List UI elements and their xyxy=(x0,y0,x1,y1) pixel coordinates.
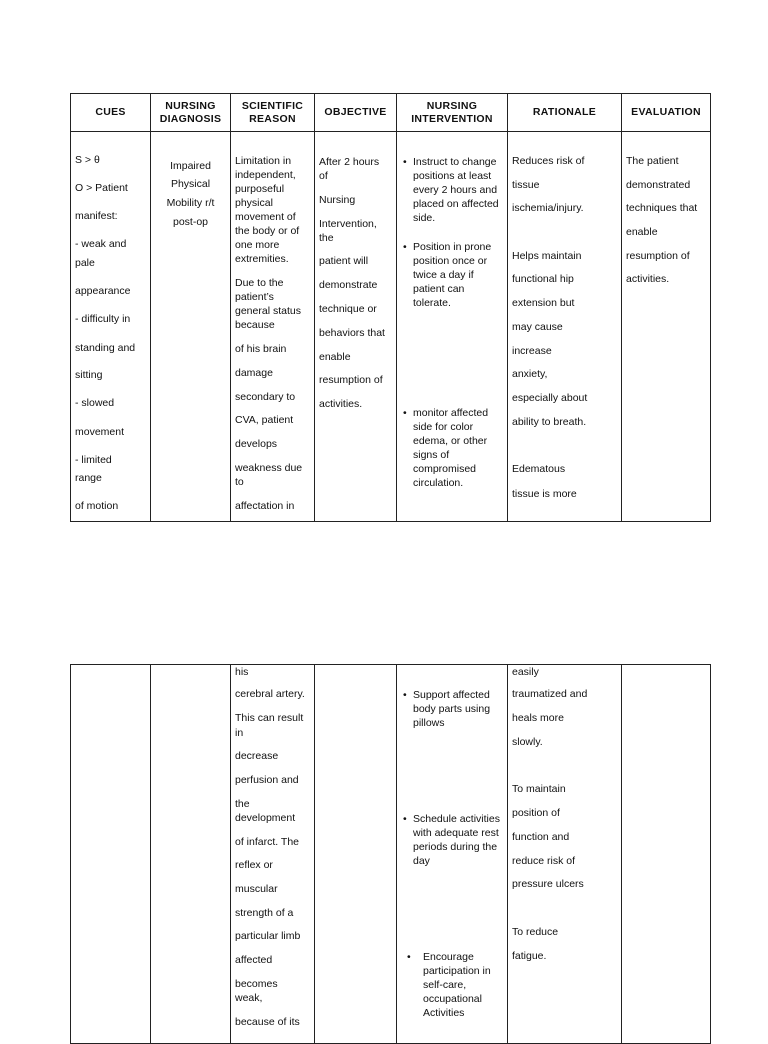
intervention-cell xyxy=(397,665,508,1044)
cue-line: of motion xyxy=(75,500,119,512)
scientific-reason-line: damage xyxy=(235,367,273,379)
evaluation-line: techniques that xyxy=(626,202,698,214)
rationale-line: especially about xyxy=(512,392,588,404)
rationale-line: anxiety, xyxy=(512,368,548,380)
rationale-line: To reduce xyxy=(512,926,559,938)
cue-line: S > θ xyxy=(75,154,100,166)
scientific-reason-line: the xyxy=(235,798,250,810)
rationale-line: extension but xyxy=(512,297,575,309)
scientific-reason-line: in xyxy=(235,727,244,739)
cue-line: - slowed xyxy=(75,397,115,409)
scientific-reason-line: weakness due xyxy=(235,462,303,474)
header-objective: OBJECTIVE xyxy=(315,94,397,132)
cues-cell xyxy=(71,132,151,522)
cue-line: pale xyxy=(75,257,95,269)
rationale-line: heals more xyxy=(512,712,564,724)
scientific-reason-paragraph: Due to the patient’s general status because xyxy=(235,277,301,331)
header-evaluation: EVALUATION xyxy=(622,94,711,132)
rationale-cell xyxy=(508,132,622,522)
rationale-cell xyxy=(508,665,622,1044)
rationale-line: ischemia/injury. xyxy=(512,202,584,214)
scientific-reason-line: of infarct. The xyxy=(235,836,300,848)
scientific-reason-line: This can result xyxy=(235,712,304,724)
objective-line: enable xyxy=(319,351,351,363)
rationale-line: fatigue. xyxy=(512,950,547,962)
scientific-reason-line: cerebral artery. xyxy=(235,688,305,700)
intervention-cell xyxy=(397,132,508,522)
scientific-reason-line: reflex or xyxy=(235,859,273,871)
cue-line: - difficulty in xyxy=(75,313,131,325)
cue-line: manifest: xyxy=(75,210,118,222)
cue-line: range xyxy=(75,472,102,484)
scientific-reason-line: CVA, patient xyxy=(235,414,294,426)
objective-line: technique or xyxy=(319,303,377,315)
care-plan-table-part-2 xyxy=(70,664,711,1044)
rationale-line: reduce risk of xyxy=(512,855,576,867)
cue-line: - weak and xyxy=(75,238,127,250)
objective-line: activities. xyxy=(319,398,363,410)
objective-line: patient will xyxy=(319,255,369,267)
evaluation-line: activities. xyxy=(626,273,670,285)
rationale-line: To maintain xyxy=(512,783,566,795)
rationale-line: Helps maintain xyxy=(512,250,582,262)
cue-line: movement xyxy=(75,426,125,438)
scientific-reason-line: particular limb xyxy=(235,930,301,942)
diagnosis-line: Mobility r/t xyxy=(166,197,215,209)
scientific-reason-line: muscular xyxy=(235,883,278,895)
scientific-reason-line: affected xyxy=(235,954,273,966)
header-rationale: RATIONALE xyxy=(508,94,622,132)
objective-line: behaviors that xyxy=(319,327,385,339)
scientific-reason-line: develops xyxy=(235,438,278,450)
care-plan-table-part-1 xyxy=(70,93,711,522)
rationale-line: traumatized and xyxy=(512,688,588,700)
rationale-line: increase xyxy=(512,345,552,357)
scientific-reason-line: his xyxy=(235,666,249,678)
diagnosis-line: post-op xyxy=(172,216,209,228)
rationale-line: Edematous xyxy=(512,463,566,475)
cue-line: standing and xyxy=(75,342,136,354)
scientific-reason-line: becomes xyxy=(235,978,278,990)
rationale-line: pressure ulcers xyxy=(512,878,584,890)
scientific-reason-cell xyxy=(231,132,315,522)
intervention-item: • Support affected body parts using pillows xyxy=(401,688,503,730)
diagnosis-line: Impaired xyxy=(170,160,211,172)
objective-cell xyxy=(315,665,397,1044)
evaluation-line: enable xyxy=(626,226,658,238)
intervention-item: • Position in prone position once or twice a day if patient can tolerate. xyxy=(401,240,503,310)
table-header-row xyxy=(71,94,711,132)
rationale-line: position of xyxy=(512,807,560,819)
rationale-line: easily xyxy=(512,666,539,678)
diagnosis-line: Physical xyxy=(170,178,211,190)
evaluation-line: resumption of xyxy=(626,250,690,262)
intervention-item: • Encourage participation in self-care, occupational Activities xyxy=(401,950,503,1020)
objective-line: Nursing xyxy=(319,194,356,206)
intervention-item: • monitor affected side for color edema, or other signs of compromised circulation. xyxy=(401,406,503,490)
evaluation-cell xyxy=(622,132,711,522)
scientific-reason-line: of his brain xyxy=(235,343,287,355)
intervention-item: • Instruct to change positions at least every 2 hours and placed on affected side. xyxy=(401,155,503,225)
rationale-line: Reduces risk of xyxy=(512,155,585,167)
rationale-line: ability to breath. xyxy=(512,416,587,428)
diagnosis-cell xyxy=(151,665,231,1044)
evaluation-line: demonstrated xyxy=(626,179,691,191)
scientific-reason-line: weak, xyxy=(235,992,263,1004)
scientific-reason-line: to xyxy=(235,476,244,488)
evaluation-line: The patient xyxy=(626,155,679,167)
scientific-reason-line: affectation in xyxy=(235,500,295,512)
cues-cell xyxy=(71,665,151,1044)
objective-line: Intervention, xyxy=(319,218,377,230)
scientific-reason-line: strength of a xyxy=(235,907,294,919)
table-body-row xyxy=(71,665,711,1044)
scientific-reason-paragraph: Limitation in independent, purposeful physical movement of the body or of one more extremities. xyxy=(235,155,300,265)
evaluation-cell xyxy=(622,665,711,1044)
scientific-reason-cell xyxy=(231,665,315,1044)
scientific-reason-line: development xyxy=(235,812,296,824)
objective-line: After 2 hours xyxy=(319,156,380,168)
scientific-reason-line: decrease xyxy=(235,750,279,762)
rationale-line: tissue is more xyxy=(512,488,577,500)
rationale-line: functional hip xyxy=(512,273,574,285)
rationale-line: tissue xyxy=(512,179,540,191)
cue-line: O > Patient xyxy=(75,182,128,194)
header-scientific-reason: SCIENTIFIC REASON xyxy=(231,94,315,132)
header-nursing-intervention: NURSING INTERVENTION xyxy=(397,94,508,132)
objective-line: of xyxy=(319,170,328,182)
rationale-line: may cause xyxy=(512,321,563,333)
objective-line: demonstrate xyxy=(319,279,378,291)
objective-cell xyxy=(315,132,397,522)
cue-line: sitting xyxy=(75,369,103,381)
table-body-row xyxy=(71,132,711,522)
objective-line: the xyxy=(319,232,334,244)
intervention-item: • Schedule activities with adequate rest periods during the day xyxy=(401,812,503,868)
rationale-line: function and xyxy=(512,831,570,843)
header-nursing-diagnosis: NURSING DIAGNOSIS xyxy=(151,94,231,132)
scientific-reason-line: secondary to xyxy=(235,391,296,403)
cue-line: appearance xyxy=(75,285,131,297)
diagnosis-cell xyxy=(151,132,231,522)
scientific-reason-line: because of its xyxy=(235,1016,300,1028)
header-cues: CUES xyxy=(71,94,151,132)
rationale-line: slowly. xyxy=(512,736,543,748)
objective-line: resumption of xyxy=(319,374,383,386)
cue-line: - limited xyxy=(75,454,112,466)
scientific-reason-line: perfusion and xyxy=(235,774,299,786)
